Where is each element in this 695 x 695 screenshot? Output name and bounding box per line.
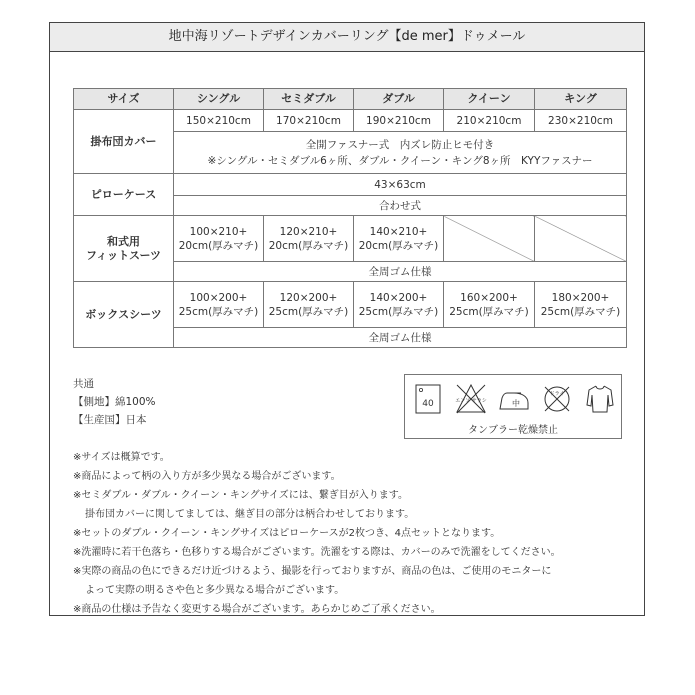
- table-cell: 150×210cm: [174, 110, 264, 132]
- table-cell: 170×210cm: [264, 110, 354, 132]
- row-label-duvet: 掛布団カバー: [74, 110, 174, 174]
- common-heading: 共通: [73, 378, 94, 390]
- row-label-wafitted: [74, 216, 174, 282]
- cell-line: 180×200+: [551, 291, 610, 304]
- table-cell: [354, 282, 444, 328]
- duvet-note-2: ※シングル・セミダブル6ヶ所、ダブル・クイーン・キング8ヶ所 KYYファスナー: [207, 154, 593, 167]
- table-cell: [174, 282, 264, 328]
- note-item: ※実際の商品の色にできるだけ近づけるよう、撮影を行っておりますが、商品の色は、ご使用のモニターに: [73, 566, 552, 577]
- row-label-boxsheet: ボックスシーツ: [74, 282, 174, 348]
- cell-line: 120×200+: [279, 291, 338, 304]
- cell-line: 25cm(厚みマチ): [268, 305, 349, 318]
- table-header-row: [74, 89, 627, 110]
- header-size: サイズ: [74, 89, 174, 110]
- header-king: キング: [535, 89, 627, 110]
- no-dry-clean-icon: [540, 381, 574, 417]
- cell-line: 20cm(厚みマチ): [178, 239, 259, 252]
- common-material: 【側地】綿100%: [73, 396, 156, 408]
- cell-line: 100×210+: [189, 225, 248, 238]
- care-label-box: [404, 374, 622, 439]
- duvet-note-1: 全開ファスナー式 内ズレ防止ヒモ付き: [305, 138, 495, 151]
- cell-line: 25cm(厚みマチ): [358, 305, 439, 318]
- common-origin: 【生産国】日本: [73, 414, 147, 426]
- size-table: [73, 88, 627, 348]
- note-item: ※商品によって柄の入り方が多少異なる場合がございます。: [73, 471, 341, 482]
- cell-line: 120×210+: [279, 225, 338, 238]
- notes-list: [73, 448, 561, 619]
- header-semidouble: セミダブル: [264, 89, 354, 110]
- cell-line: 25cm(厚みマチ): [178, 305, 259, 318]
- row-label-wafitted-2: フィットスーツ: [85, 248, 162, 262]
- pillow-size-cell: 43×63cm: [174, 174, 627, 196]
- table-cell: [264, 216, 354, 262]
- cell-line: 20cm(厚みマチ): [268, 239, 349, 252]
- product-spec-panel: [49, 22, 645, 616]
- hang-dry-icon: [583, 381, 617, 417]
- common-spec: [73, 375, 156, 429]
- page-title: 地中海リゾートデザインカバーリング【de mer】ドゥメール: [50, 23, 644, 52]
- wash-40-icon: [411, 381, 445, 417]
- table-cell: [535, 282, 627, 328]
- bleach-text: エンソ サラシ: [455, 398, 487, 404]
- table-cell: [174, 216, 264, 262]
- note-item: ※洗濯時に若干色落ち・色移りする場合がございます。洗濯をする際は、カバーのみで洗濯をしてください。: [73, 547, 561, 558]
- table-cell: 230×210cm: [535, 110, 627, 132]
- table-row: [74, 174, 627, 196]
- note-item: ※商品の仕様は予告なく変更する場合がございます。あらかじめご了承ください。: [73, 604, 441, 615]
- table-row: [74, 282, 627, 328]
- note-item: 掛布団カバーに関してましては、継ぎ目の部分は柄合わせしております。: [85, 509, 415, 520]
- pillow-note-cell: 合わせ式: [174, 196, 627, 216]
- table-row: [74, 110, 627, 132]
- table-cell: [444, 282, 535, 328]
- header-single: シングル: [174, 89, 264, 110]
- cell-line: 140×200+: [369, 291, 428, 304]
- wafitted-note-cell: 全周ゴム仕様: [174, 262, 627, 282]
- care-label-text: タンブラー乾燥禁止: [468, 425, 558, 436]
- iron-text: 中: [512, 399, 520, 408]
- cell-line: 20cm(厚みマチ): [358, 239, 439, 252]
- no-bleach-icon: [454, 381, 488, 417]
- cell-line: 25cm(厚みマチ): [540, 305, 621, 318]
- row-label-pillow: ピローケース: [74, 174, 174, 216]
- table-cell: [264, 282, 354, 328]
- note-item: ※セミダブル・ダブル・クイーン・キングサイズには、繋ぎ目が入ります。: [73, 490, 408, 501]
- cell-line: 140×210+: [369, 225, 428, 238]
- table-cell: 190×210cm: [354, 110, 444, 132]
- note-item: よって実際の明るさや色と多少異なる場合がございます。: [85, 585, 345, 596]
- note-item: ※サイズは概算です。: [73, 452, 170, 463]
- iron-medium-icon: [497, 381, 531, 417]
- header-double: ダブル: [354, 89, 444, 110]
- not-available-cell: [535, 216, 627, 262]
- table-cell: [354, 216, 444, 262]
- note-item: ※セットのダブル・クイーン・キングサイズはピローケースが2枚つき、4点セットとなります。: [73, 528, 501, 539]
- row-label-wafitted-1: 和式用: [107, 234, 140, 248]
- wash-temp: 40: [422, 399, 434, 409]
- dry-text: ドライ: [549, 391, 565, 397]
- boxsheet-note-cell: 全周ゴム仕様: [174, 328, 627, 348]
- table-cell: 210×210cm: [444, 110, 535, 132]
- header-queen: クイーン: [444, 89, 535, 110]
- cell-line: 100×200+: [189, 291, 248, 304]
- cell-line: 160×200+: [460, 291, 518, 304]
- cell-line: 25cm(厚みマチ): [449, 305, 529, 318]
- not-available-cell: [444, 216, 535, 262]
- duvet-note-cell: [174, 132, 627, 174]
- table-row: [74, 216, 627, 262]
